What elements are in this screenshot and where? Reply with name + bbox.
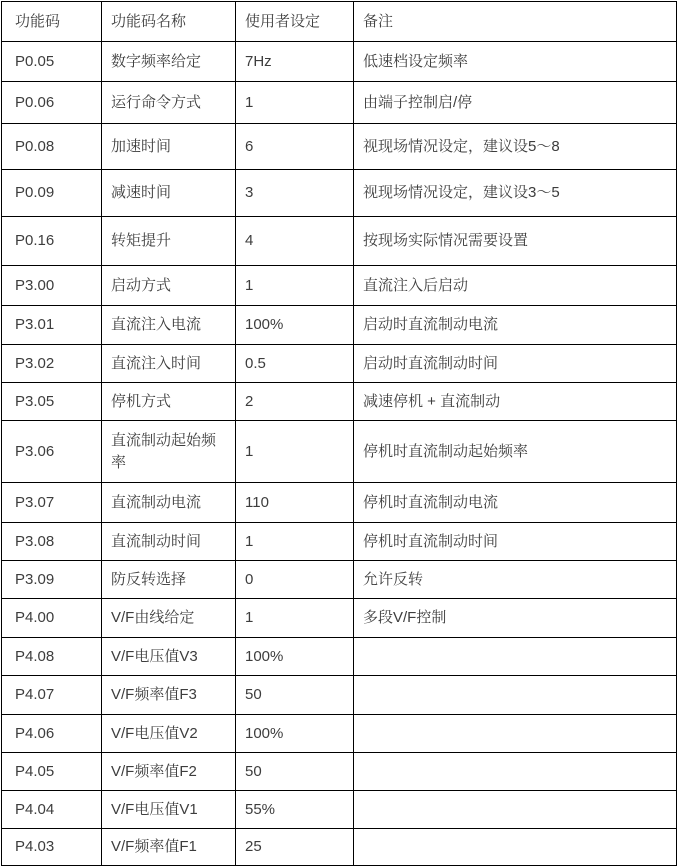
cell-remark: 启动时直流制动时间 [354,345,677,383]
cell-remark: 按现场实际情况需要设置 [354,217,677,266]
cell-user-setting: 100% [236,306,354,345]
cell-code: P4.07 [2,676,102,715]
cell-name: V/F频率值F3 [102,676,236,715]
cell-code: P3.00 [2,266,102,306]
cell-user-setting: 1 [236,82,354,124]
cell-name: 直流制动电流 [102,483,236,523]
table-row [2,421,677,483]
cell-remark [354,791,677,829]
table-row [2,124,677,170]
cell-user-setting: 0.5 [236,345,354,383]
cell-remark: 由端子控制启/停 [354,82,677,124]
cell-user-setting: 55% [236,791,354,829]
cell-code: P3.05 [2,383,102,421]
table-row [2,638,677,676]
cell-name: 直流注入电流 [102,306,236,345]
cell-name: 停机方式 [102,383,236,421]
cell-remark: 多段V/F控制 [354,599,677,638]
cell-user-setting: 7Hz [236,42,354,82]
table-row [2,383,677,421]
cell-code: P0.08 [2,124,102,170]
cell-remark [354,676,677,715]
cell-code: P4.03 [2,829,102,866]
cell-name: 防反转选择 [102,561,236,599]
cell-user-setting: 1 [236,599,354,638]
cell-user-setting: 1 [236,421,354,483]
cell-code: P4.04 [2,791,102,829]
cell-user-setting: 25 [236,829,354,866]
cell-code: P0.05 [2,42,102,82]
column-header-name: 功能码名称 [102,2,236,42]
cell-remark: 视现场情况设定，建议设3～5 [354,170,677,217]
cell-user-setting: 100% [236,638,354,676]
cell-remark [354,753,677,791]
cell-name: V/F电压值V1 [102,791,236,829]
cell-name: 转矩提升 [102,217,236,266]
cell-code: P4.05 [2,753,102,791]
table-row [2,217,677,266]
cell-name: V/F电压值V2 [102,715,236,753]
cell-remark: 直流注入后启动 [354,266,677,306]
cell-user-setting: 100% [236,715,354,753]
cell-user-setting: 3 [236,170,354,217]
cell-name: V/F频率值F1 [102,829,236,866]
parameter-table [1,1,677,866]
cell-remark: 停机时直流制动电流 [354,483,677,523]
cell-name: V/F电压值V3 [102,638,236,676]
cell-user-setting: 110 [236,483,354,523]
column-header-user-setting: 使用者设定 [236,2,354,42]
column-header-code: 功能码 [2,2,102,42]
cell-name: 直流制动起始频率 [102,421,236,483]
cell-remark [354,638,677,676]
cell-user-setting: 2 [236,383,354,421]
cell-user-setting: 1 [236,266,354,306]
cell-name: 直流制动时间 [102,523,236,561]
header-row [2,2,677,42]
cell-remark [354,829,677,866]
cell-remark: 启动时直流制动电流 [354,306,677,345]
cell-code: P3.07 [2,483,102,523]
cell-name: 启动方式 [102,266,236,306]
column-header-remark: 备注 [354,2,677,42]
cell-remark: 减速停机 + 直流制动 [354,383,677,421]
cell-remark: 视现场情况设定，建议设5～8 [354,124,677,170]
cell-user-setting: 50 [236,676,354,715]
table-row [2,82,677,124]
table-row [2,306,677,345]
table-row [2,561,677,599]
cell-code: P4.06 [2,715,102,753]
cell-user-setting: 1 [236,523,354,561]
cell-remark [354,715,677,753]
cell-name: 直流注入时间 [102,345,236,383]
table-row [2,42,677,82]
cell-code: P3.01 [2,306,102,345]
table-row [2,753,677,791]
cell-name: 加速时间 [102,124,236,170]
cell-user-setting: 6 [236,124,354,170]
table-row [2,791,677,829]
cell-code: P4.08 [2,638,102,676]
table-row [2,523,677,561]
table-row [2,266,677,306]
cell-remark: 停机时直流制动时间 [354,523,677,561]
cell-user-setting: 4 [236,217,354,266]
cell-name: 运行命令方式 [102,82,236,124]
cell-code: P0.09 [2,170,102,217]
table-row [2,829,677,866]
cell-code: P3.06 [2,421,102,483]
cell-remark: 允许反转 [354,561,677,599]
cell-code: P4.00 [2,599,102,638]
cell-user-setting: 50 [236,753,354,791]
table-row [2,345,677,383]
table-row [2,676,677,715]
cell-code: P3.02 [2,345,102,383]
cell-user-setting: 0 [236,561,354,599]
cell-remark: 停机时直流制动起始频率 [354,421,677,483]
table-row [2,170,677,217]
table-row [2,483,677,523]
cell-name: 减速时间 [102,170,236,217]
cell-name: V/F由线给定 [102,599,236,638]
table-row [2,715,677,753]
cell-code: P3.08 [2,523,102,561]
cell-remark: 低速档设定频率 [354,42,677,82]
table-row [2,599,677,638]
cell-code: P3.09 [2,561,102,599]
cell-code: P0.16 [2,217,102,266]
cell-name: 数字频率给定 [102,42,236,82]
cell-name: V/F频率值F2 [102,753,236,791]
cell-code: P0.06 [2,82,102,124]
